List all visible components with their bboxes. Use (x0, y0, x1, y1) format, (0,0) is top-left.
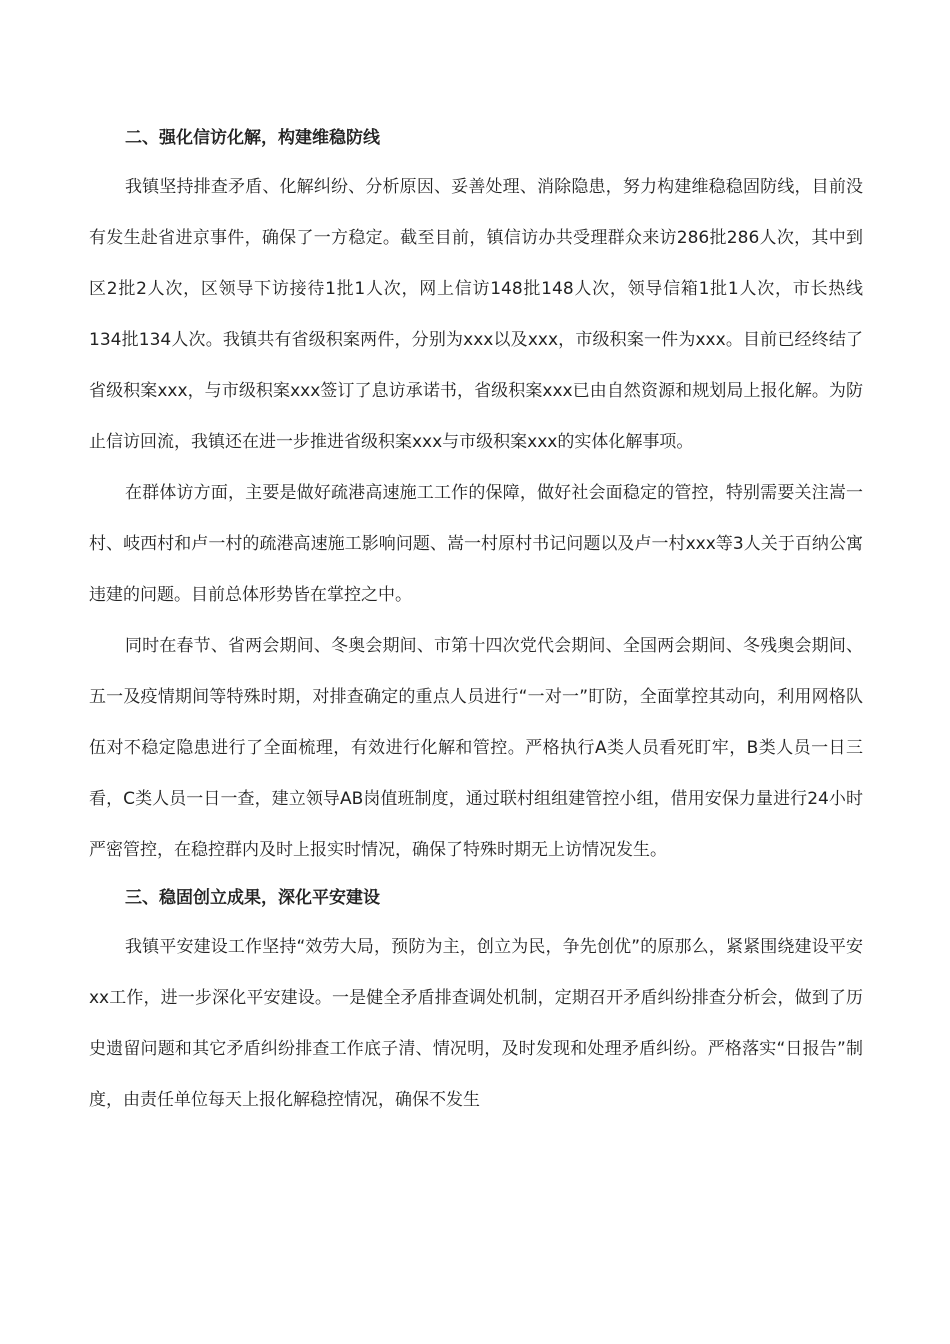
section-heading: 三、稳固创立成果，深化平安建设 (125, 888, 380, 908)
section-heading: 二、强化信访化解，构建维稳防线 (125, 128, 380, 148)
paragraph: 我镇平安建设工作坚持“效劳大局，预防为主，创立为民，争先创优”的原那么，紧紧围绕建设平安xx工作，进一步深化平安建设。一是健全矛盾排查调处机制，定期召开矛盾纠纷排查分析会，做到了历史遗留问题和其它矛盾纠纷排查工作底子清、情况明，及时发现和处理矛盾纠纷。严格落实“日报告”制度，由责任单位每天上报化解稳控情况，确保不发生 (89, 937, 863, 1110)
paragraph: 我镇坚持排查矛盾、化解纠纷、分析原因、妥善处理、消除隐患，努力构建维稳稳固防线，目前没有发生赴省进京事件，确保了一方稳定。截至目前，镇信访办共受理群众来访286批286人次，其中到区2批2人次，区领导下访接待1批1人次，网上信访148批148人次，领导信箱1批1人次，市长热线134批134人次。我镇共有省级积案两件，分别为xxx以及xxx，市级积案一件为xxx。目前已经终结了省级积案xxx，与市级积案xxx签订了息访承诺书，省级积案xxx已由自然资源和规划局上报化解。为防止信访回流，我镇还在进一步推进省级积案xxx与市级积案xxx的实体化解事项。 (89, 177, 863, 452)
paragraph: 在群体访方面，主要是做好疏港高速施工工作的保障，做好社会面稳定的管控，特别需要关注嵩一村、岐西村和卢一村的疏港高速施工影响问题、嵩一村原村书记问题以及卢一村xxx等3人关于百纳公寓违建的问题。目前总体形势皆在掌控之中。 (89, 483, 863, 605)
document-page (89, 116, 863, 1126)
paragraph: 同时在春节、省两会期间、冬奥会期间、市第十四次党代会期间、全国两会期间、冬残奥会期间、五一及疫情期间等特殊时期，对排查确定的重点人员进行“一对一”盯防，全面掌控其动向，利用网格队伍对不稳定隐患进行了全面梳理，有效进行化解和管控。严格执行A类人员看死盯牢，B类人员一日三看，C类人员一日一查，建立领导AB岗值班制度，通过联村组组建管控小组，借用安保力量进行24小时严密管控，在稳控群内及时上报实时情况，确保了特殊时期无上访情况发生。 (89, 636, 863, 860)
